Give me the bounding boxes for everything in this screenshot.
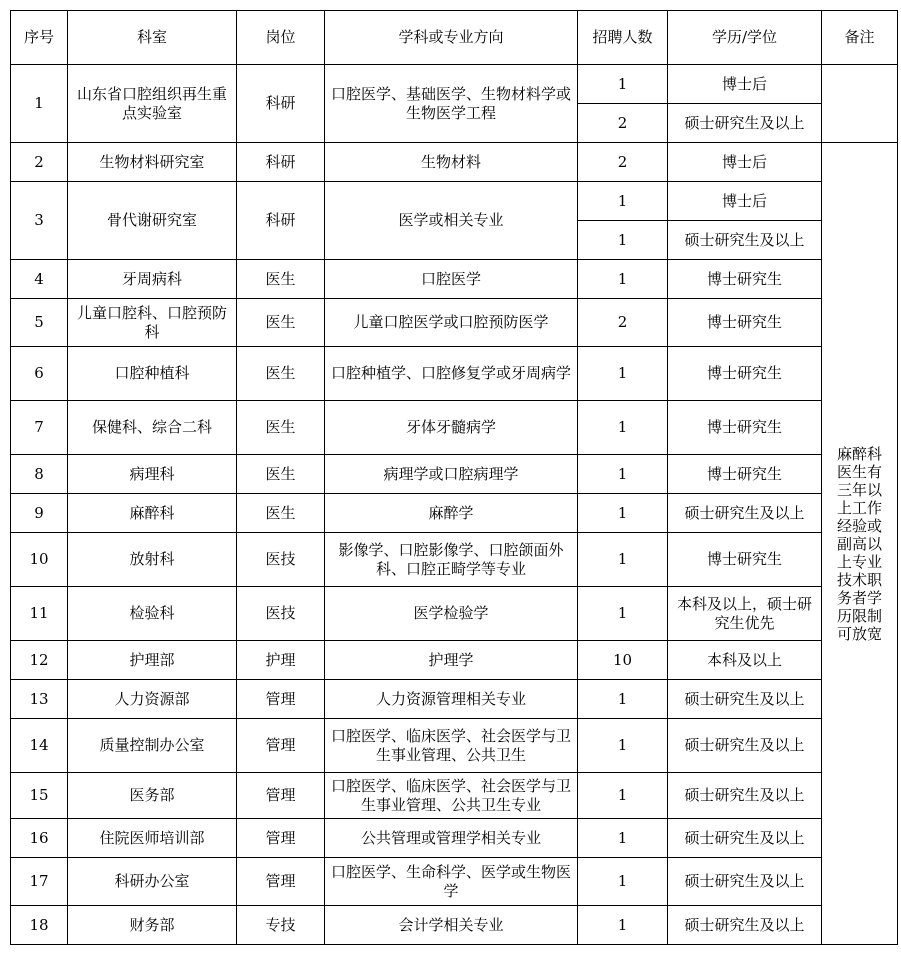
header-major: 学科或专业方向 <box>325 11 578 65</box>
cell-post: 医生 <box>237 260 325 299</box>
cell-count: 1 <box>578 221 668 260</box>
cell-no: 12 <box>11 641 68 680</box>
table-row <box>11 299 898 347</box>
table-row <box>11 680 898 719</box>
cell-no: 11 <box>11 587 68 641</box>
cell-major: 影像学、口腔影像学、口腔颌面外科、口腔正畸学等专业 <box>325 533 578 587</box>
cell-edu: 博士研究生 <box>668 260 822 299</box>
cell-dept: 病理科 <box>68 455 237 494</box>
table-row <box>11 347 898 401</box>
cell-no: 2 <box>11 143 68 182</box>
cell-edu: 博士后 <box>668 65 822 104</box>
cell-post: 专技 <box>237 906 325 945</box>
cell-dept: 检验科 <box>68 587 237 641</box>
cell-post: 医生 <box>237 401 325 455</box>
cell-edu: 博士研究生 <box>668 455 822 494</box>
cell-post: 管理 <box>237 719 325 773</box>
cell-major: 护理学 <box>325 641 578 680</box>
cell-count: 2 <box>578 104 668 143</box>
cell-dept: 护理部 <box>68 641 237 680</box>
header-edu: 学历/学位 <box>668 11 822 65</box>
cell-no: 10 <box>11 533 68 587</box>
cell-count: 1 <box>578 182 668 221</box>
cell-count: 2 <box>578 143 668 182</box>
cell-dept: 财务部 <box>68 906 237 945</box>
table-row <box>11 773 898 819</box>
cell-post: 医技 <box>237 533 325 587</box>
cell-edu: 本科及以上，硕士研究生优先 <box>668 587 822 641</box>
cell-count: 1 <box>578 906 668 945</box>
cell-remark: 麻醉科医生有三年以上工作经验或副高以上专业技术职务者学历限制可放宽 <box>822 143 898 945</box>
table-row <box>11 819 898 858</box>
header-no: 序号 <box>11 11 68 65</box>
cell-no: 14 <box>11 719 68 773</box>
cell-major: 口腔医学、生命科学、医学或生物医学 <box>325 858 578 906</box>
cell-major: 人力资源管理相关专业 <box>325 680 578 719</box>
cell-dept: 质量控制办公室 <box>68 719 237 773</box>
cell-edu: 博士研究生 <box>668 299 822 347</box>
cell-count: 1 <box>578 819 668 858</box>
cell-no: 15 <box>11 773 68 819</box>
cell-major: 牙体牙髓病学 <box>325 401 578 455</box>
cell-remark-empty <box>822 65 898 143</box>
cell-dept: 山东省口腔组织再生重点实验室 <box>68 65 237 143</box>
cell-major: 口腔种植学、口腔修复学或牙周病学 <box>325 347 578 401</box>
cell-major: 医学或相关专业 <box>325 182 578 260</box>
cell-major: 口腔医学 <box>325 260 578 299</box>
cell-count: 1 <box>578 65 668 104</box>
table-row <box>11 906 898 945</box>
cell-no: 4 <box>11 260 68 299</box>
header-post: 岗位 <box>237 11 325 65</box>
cell-count: 1 <box>578 455 668 494</box>
cell-dept: 人力资源部 <box>68 680 237 719</box>
table-row <box>11 182 898 221</box>
cell-edu: 博士后 <box>668 143 822 182</box>
cell-no: 8 <box>11 455 68 494</box>
cell-no: 17 <box>11 858 68 906</box>
cell-edu: 硕士研究生及以上 <box>668 906 822 945</box>
cell-edu: 硕士研究生及以上 <box>668 773 822 819</box>
cell-edu: 博士研究生 <box>668 533 822 587</box>
cell-post: 医技 <box>237 587 325 641</box>
cell-count: 10 <box>578 641 668 680</box>
cell-count: 1 <box>578 773 668 819</box>
cell-major: 会计学相关专业 <box>325 906 578 945</box>
recruitment-table <box>10 10 898 945</box>
table-row <box>11 143 898 182</box>
cell-post: 管理 <box>237 773 325 819</box>
cell-dept: 放射科 <box>68 533 237 587</box>
cell-dept: 儿童口腔科、口腔预防科 <box>68 299 237 347</box>
table-row <box>11 719 898 773</box>
cell-count: 1 <box>578 680 668 719</box>
header-count: 招聘人数 <box>578 11 668 65</box>
table-row <box>11 65 898 104</box>
cell-no: 18 <box>11 906 68 945</box>
cell-dept: 生物材料研究室 <box>68 143 237 182</box>
cell-count: 1 <box>578 719 668 773</box>
cell-major: 口腔医学、临床医学、社会医学与卫生事业管理、公共卫生 <box>325 719 578 773</box>
cell-post: 管理 <box>237 819 325 858</box>
cell-post: 护理 <box>237 641 325 680</box>
cell-no: 7 <box>11 401 68 455</box>
table-row <box>11 641 898 680</box>
cell-major: 生物材料 <box>325 143 578 182</box>
cell-post: 科研 <box>237 182 325 260</box>
cell-edu: 硕士研究生及以上 <box>668 494 822 533</box>
cell-dept: 口腔种植科 <box>68 347 237 401</box>
table-row <box>11 858 898 906</box>
cell-dept: 医务部 <box>68 773 237 819</box>
cell-count: 1 <box>578 533 668 587</box>
cell-dept: 科研办公室 <box>68 858 237 906</box>
cell-count: 1 <box>578 401 668 455</box>
cell-edu: 硕士研究生及以上 <box>668 719 822 773</box>
cell-count: 1 <box>578 858 668 906</box>
table-row <box>11 260 898 299</box>
cell-edu: 硕士研究生及以上 <box>668 858 822 906</box>
header-remark: 备注 <box>822 11 898 65</box>
cell-dept: 骨代谢研究室 <box>68 182 237 260</box>
cell-count: 2 <box>578 299 668 347</box>
table-row <box>11 533 898 587</box>
cell-edu: 硕士研究生及以上 <box>668 819 822 858</box>
cell-no: 16 <box>11 819 68 858</box>
table-row <box>11 401 898 455</box>
cell-edu: 博士后 <box>668 182 822 221</box>
cell-count: 1 <box>578 347 668 401</box>
cell-major: 麻醉学 <box>325 494 578 533</box>
cell-dept: 牙周病科 <box>68 260 237 299</box>
cell-post: 医生 <box>237 455 325 494</box>
cell-edu: 硕士研究生及以上 <box>668 221 822 260</box>
cell-major: 医学检验学 <box>325 587 578 641</box>
cell-edu: 硕士研究生及以上 <box>668 680 822 719</box>
cell-no: 3 <box>11 182 68 260</box>
cell-no: 9 <box>11 494 68 533</box>
cell-count: 1 <box>578 494 668 533</box>
cell-edu: 博士研究生 <box>668 401 822 455</box>
cell-no: 13 <box>11 680 68 719</box>
cell-edu: 博士研究生 <box>668 347 822 401</box>
table-row <box>11 494 898 533</box>
cell-post: 医生 <box>237 347 325 401</box>
cell-no: 6 <box>11 347 68 401</box>
cell-dept: 麻醉科 <box>68 494 237 533</box>
table-row <box>11 587 898 641</box>
cell-major: 公共管理或管理学相关专业 <box>325 819 578 858</box>
table-row <box>11 455 898 494</box>
cell-no: 5 <box>11 299 68 347</box>
cell-post: 医生 <box>237 494 325 533</box>
cell-post: 管理 <box>237 858 325 906</box>
cell-major: 病理学或口腔病理学 <box>325 455 578 494</box>
cell-edu: 硕士研究生及以上 <box>668 104 822 143</box>
header-row <box>11 11 898 65</box>
cell-dept: 保健科、综合二科 <box>68 401 237 455</box>
cell-count: 1 <box>578 587 668 641</box>
cell-no: 1 <box>11 65 68 143</box>
cell-major: 口腔医学、临床医学、社会医学与卫生事业管理、公共卫生专业 <box>325 773 578 819</box>
cell-post: 管理 <box>237 680 325 719</box>
header-dept: 科室 <box>68 11 237 65</box>
cell-post: 科研 <box>237 65 325 143</box>
cell-major: 口腔医学、基础医学、生物材料学或生物医学工程 <box>325 65 578 143</box>
cell-post: 科研 <box>237 143 325 182</box>
cell-major: 儿童口腔医学或口腔预防医学 <box>325 299 578 347</box>
cell-dept: 住院医师培训部 <box>68 819 237 858</box>
cell-edu: 本科及以上 <box>668 641 822 680</box>
cell-count: 1 <box>578 260 668 299</box>
cell-post: 医生 <box>237 299 325 347</box>
